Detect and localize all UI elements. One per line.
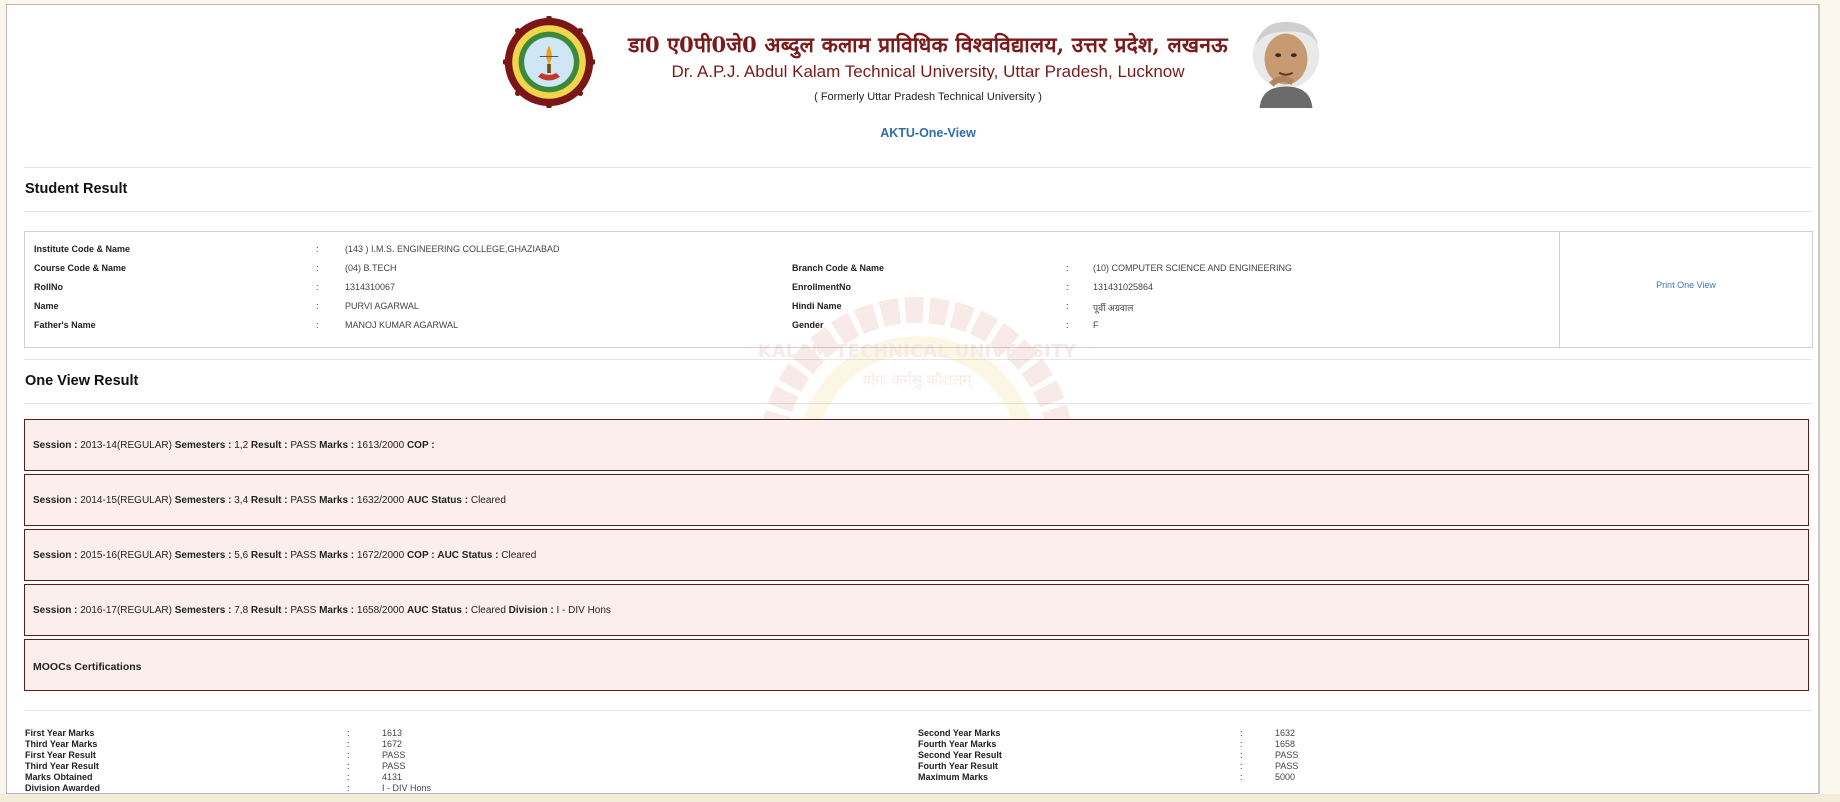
semesters-label: Semesters : xyxy=(174,605,232,616)
marks-value: 1632/2000 xyxy=(356,495,405,506)
summary-label: Third Year Result xyxy=(25,761,99,771)
info-separator: : xyxy=(316,301,319,311)
result-label: Result : xyxy=(250,605,288,616)
marks-value: 1672/2000 xyxy=(356,550,405,561)
summary-value: PASS xyxy=(1275,761,1299,771)
info-label: Name xyxy=(34,301,59,311)
session-value: 2015-16(REGULAR) xyxy=(80,550,172,561)
session-label: Session : xyxy=(33,440,78,451)
session-result-3[interactable] xyxy=(24,529,1809,581)
info-value: 131431025864 xyxy=(1093,282,1154,292)
auc-status-value: Cleared xyxy=(470,495,506,506)
divider xyxy=(24,710,1812,711)
result-value: PASS xyxy=(290,605,317,616)
summary-value: 1658 xyxy=(1275,739,1296,749)
summary-label: First Year Result xyxy=(25,750,96,760)
info-value: (143 ) I.M.S. ENGINEERING COLLEGE,GHAZIABAD xyxy=(345,244,560,254)
marks-label: Marks : xyxy=(319,605,355,616)
info-label: Course Code & Name xyxy=(34,263,127,273)
division-value: I - DIV Hons xyxy=(556,605,611,616)
info-label: Gender xyxy=(792,320,824,330)
student-result-heading: Student Result xyxy=(25,181,128,197)
semesters-value: 7,8 xyxy=(234,605,249,616)
semesters-label: Semesters : xyxy=(174,495,232,506)
cop-label: COP : xyxy=(406,440,435,451)
session-label: Session : xyxy=(33,605,78,616)
info-label: Institute Code & Name xyxy=(34,244,131,254)
division-label: Division : xyxy=(508,605,554,616)
result-label: Result : xyxy=(250,440,288,451)
moocs-certifications-panel[interactable] xyxy=(24,639,1809,691)
auc-status-value: Cleared xyxy=(470,605,506,616)
summary-label: Maximum Marks xyxy=(918,772,989,782)
summary-separator: : xyxy=(347,783,350,793)
summary-label: Second Year Result xyxy=(918,750,1002,760)
watermark-text: KALAM TECHNICAL UNIVERSITY xyxy=(757,341,1077,362)
result-value: PASS xyxy=(290,495,317,506)
info-separator: : xyxy=(1066,282,1069,292)
summary-separator: : xyxy=(1240,750,1243,760)
info-value: MANOJ KUMAR AGARWAL xyxy=(345,320,459,330)
info-separator: : xyxy=(1066,301,1069,311)
info-label: RollNo xyxy=(34,282,63,292)
session-value: 2013-14(REGULAR) xyxy=(80,440,172,451)
portrait-image xyxy=(1242,16,1330,108)
divider xyxy=(24,211,1812,212)
marks-label: Marks : xyxy=(319,495,355,506)
result-value: PASS xyxy=(290,440,317,451)
summary-value: 1632 xyxy=(1275,728,1296,738)
info-separator: : xyxy=(1066,263,1069,273)
summary-separator: : xyxy=(1240,761,1243,771)
summary-separator: : xyxy=(1240,728,1243,738)
cop-label: COP : xyxy=(406,550,435,561)
summary-separator: : xyxy=(347,750,350,760)
summary-separator: : xyxy=(347,772,350,782)
info-separator: : xyxy=(316,263,319,273)
summary-value: I - DIV Hons xyxy=(382,783,432,793)
marks-value: 1613/2000 xyxy=(356,440,405,451)
info-separator: : xyxy=(316,244,319,254)
session-value: 2014-15(REGULAR) xyxy=(80,495,172,506)
page-bottom-band xyxy=(0,794,1840,802)
university-header xyxy=(7,5,1818,155)
info-value: (04) B.TECH xyxy=(345,263,397,273)
semesters-label: Semesters : xyxy=(174,440,232,451)
info-label: Father's Name xyxy=(34,320,96,330)
watermark-motto: योगः कर्मसु कौशलम् xyxy=(862,371,972,389)
app-title-link[interactable]: AKTU-One-View xyxy=(880,126,976,140)
summary-label: Marks Obtained xyxy=(25,772,93,782)
one-view-result-heading: One View Result xyxy=(25,373,139,389)
summary-value: 1613 xyxy=(382,728,403,738)
summary-separator: : xyxy=(347,739,350,749)
info-label: Hindi Name xyxy=(792,301,842,311)
summary-label: Fourth Year Result xyxy=(918,761,998,771)
summary-value: 1672 xyxy=(382,739,403,749)
moocs-title: MOOCs Certifications xyxy=(33,661,142,673)
divider xyxy=(24,167,1812,168)
session-value: 2016-17(REGULAR) xyxy=(80,605,172,616)
summary-label: Second Year Marks xyxy=(918,728,1001,738)
summary-label: First Year Marks xyxy=(25,728,95,738)
semesters-label: Semesters : xyxy=(174,550,232,561)
session-line xyxy=(33,605,611,616)
auc-status-label: AUC Status : xyxy=(406,605,469,616)
info-label: Branch Code & Name xyxy=(792,263,885,273)
session-result-4[interactable] xyxy=(24,584,1809,636)
info-value: F xyxy=(1093,320,1099,330)
semesters-value: 1,2 xyxy=(234,440,249,451)
auc-status-label: AUC Status : xyxy=(437,550,499,561)
summary-separator: : xyxy=(347,728,350,738)
print-one-view-link[interactable]: Print One View xyxy=(1656,280,1716,290)
session-label: Session : xyxy=(33,495,78,506)
auc-status-label: AUC Status : xyxy=(406,495,469,506)
marks-value: 1658/2000 xyxy=(356,605,405,616)
summary-value: 5000 xyxy=(1275,772,1296,782)
marks-label: Marks : xyxy=(319,550,355,561)
info-separator: : xyxy=(316,282,319,292)
info-value: PURVI AGARWAL xyxy=(345,301,419,311)
university-seal-logo xyxy=(503,16,595,108)
summary-label: Fourth Year Marks xyxy=(918,739,997,749)
result-label: Result : xyxy=(250,550,288,561)
summary-separator: : xyxy=(347,761,350,771)
university-title-english: Dr. A.P.J. Abdul Kalam Technical University, Uttar Pradesh, Lucknow xyxy=(671,62,1185,81)
result-label: Result : xyxy=(250,495,288,506)
info-value: 1314310067 xyxy=(345,282,396,292)
summary-label: Division Awarded xyxy=(25,783,101,793)
semesters-value: 3,4 xyxy=(234,495,249,506)
session-line xyxy=(33,550,536,561)
summary-value: PASS xyxy=(382,750,406,760)
university-title-hindi: डा0 ए0पी0जे0 अब्दुल कलाम प्राविधिक विश्वविद्यालय, उत्तर प्रदेश, लखनऊ xyxy=(628,32,1228,57)
semesters-value: 5,6 xyxy=(234,550,249,561)
info-label: EnrollmentNo xyxy=(792,282,852,292)
summary-value: 4131 xyxy=(382,772,403,782)
info-value: पूर्वी अग्रवाल xyxy=(1093,303,1134,313)
formerly-name: ( Formerly Uttar Pradesh Technical University ) xyxy=(814,91,1042,103)
marks-label: Marks : xyxy=(319,440,355,451)
session-line xyxy=(33,495,506,506)
info-separator: : xyxy=(316,320,319,330)
summary-separator: : xyxy=(1240,772,1243,782)
summary-value: PASS xyxy=(1275,750,1299,760)
summary-separator: : xyxy=(1240,739,1243,749)
auc-status-value: Cleared xyxy=(501,550,537,561)
session-label: Session : xyxy=(33,550,78,561)
summary-value: PASS xyxy=(382,761,406,771)
info-value: (10) COMPUTER SCIENCE AND ENGINEERING xyxy=(1093,263,1293,273)
session-line xyxy=(33,440,435,451)
result-page xyxy=(6,4,1820,794)
session-result-1[interactable] xyxy=(24,419,1809,471)
info-separator: : xyxy=(1066,320,1069,330)
session-result-2[interactable] xyxy=(24,474,1809,526)
result-value: PASS xyxy=(290,550,317,561)
summary-label: Third Year Marks xyxy=(25,739,98,749)
